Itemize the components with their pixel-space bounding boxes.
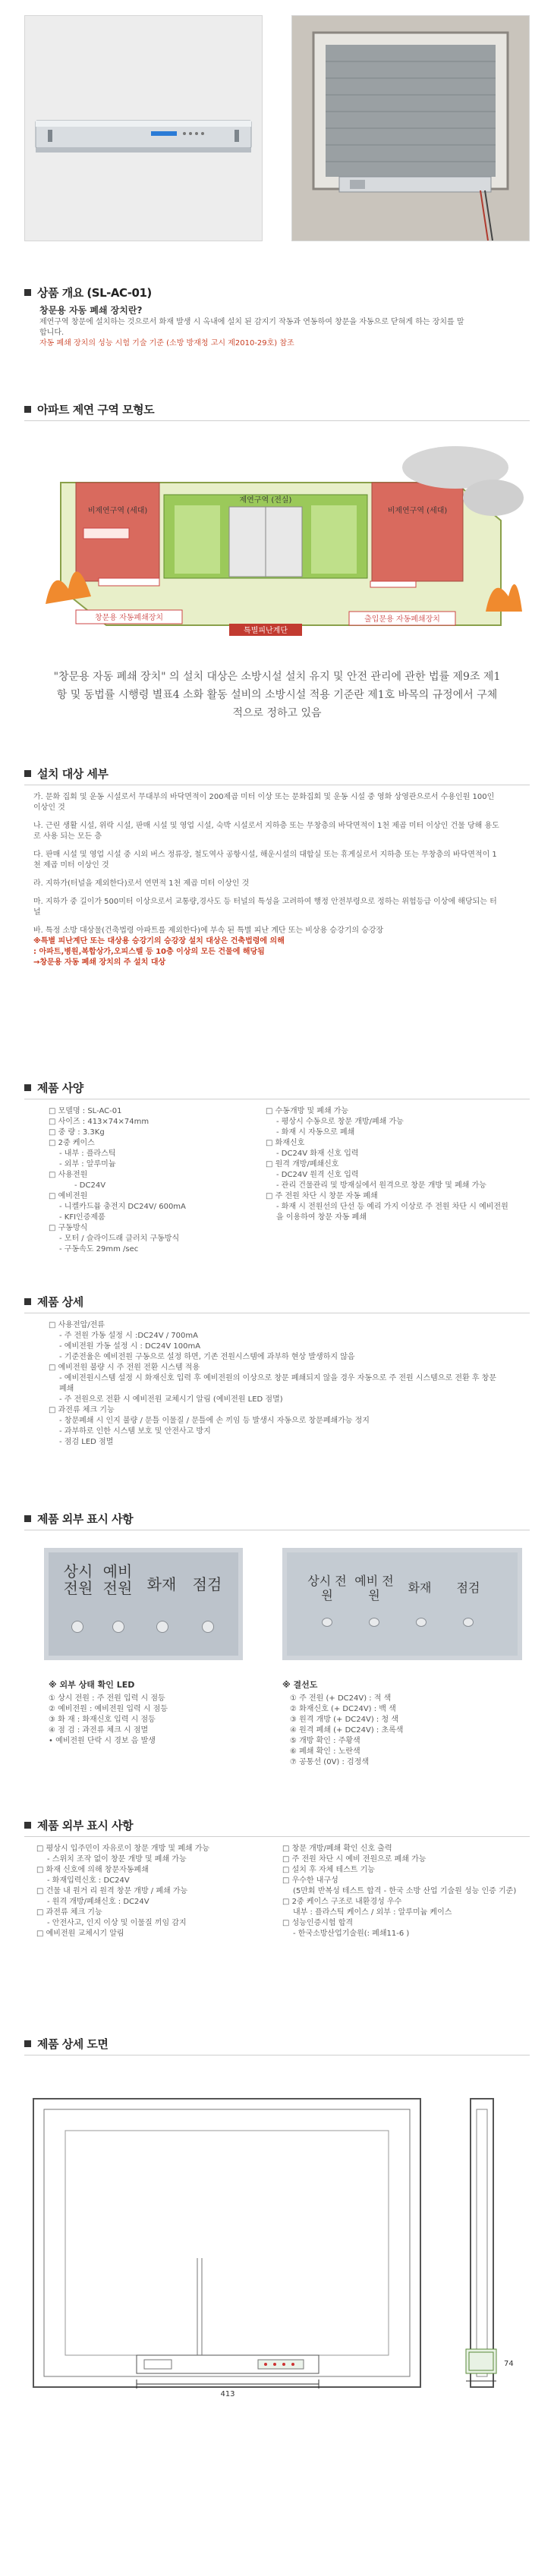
wire-line: ⑦ 공통선 (0V) : 검정색 xyxy=(290,1758,370,1766)
panel-label: 점검 xyxy=(192,1575,222,1593)
outer-line: - 안전사고, 인지 이상 및 이물질 끼임 감지 xyxy=(47,1919,187,1927)
outer-heading: 제품 외부 표시 사항 xyxy=(24,1818,133,1832)
specs-heading: 제품 사양 xyxy=(24,1080,83,1094)
spec-line: □ 사용전원 xyxy=(49,1171,88,1179)
overview-note: 자동 폐쇄 장치의 성능 시험 기술 기준 (소방 방재청 고시 제2010-29호) 참조 xyxy=(39,339,294,348)
led-indicator xyxy=(202,1621,214,1633)
specs-right xyxy=(266,1106,508,1223)
led-panel-angled xyxy=(282,1548,522,1660)
spec-line: - 모터 / 슬라이드래 클러치 구동방식 xyxy=(59,1235,180,1243)
detail-line: - 과부하로 인한 시스템 보호 및 안전사고 방지 xyxy=(59,1427,211,1436)
device-illustration xyxy=(25,16,262,241)
outer-right xyxy=(282,1844,533,1939)
outer-line: □ 평상시 입주민이 자유로이 창문 개방 및 폐쇄 가능 xyxy=(36,1845,210,1853)
smoke-zone-quote: "창문용 자동 폐쇄 장치" 의 설치 대상은 소방시설 설치 유지 및 안전 관리에 관한 법률 제9조 제1항 및 동법률 시행령 별표4 소화 활동 설비의 소방시설 적용 기준란 제1호 바목의 규정에서 구체적으로 정하고 있음 xyxy=(53,671,501,719)
led-line: ② 예비전원 : 예비전원 입력 시 점등 xyxy=(49,1705,168,1713)
outer-line: □ 우수한 내구성 xyxy=(282,1876,338,1885)
panel-label: 상시 전원 xyxy=(63,1562,93,1597)
outer-line: - 한국소방산업기술원(: 폐쇄11-6 ) xyxy=(293,1930,410,1938)
outer-line: □ 설치 후 자체 테스트 기능 xyxy=(282,1866,375,1874)
divider xyxy=(24,1836,530,1837)
wire-line: ② 화재신호 (+ DC24V) : 백 색 xyxy=(290,1705,396,1713)
spec-line: - 화재 시 전원선의 단선 등 예리 가지 이상로 주 전원 차단 시 예비전원을 이용하여 창문 자동 폐쇄 xyxy=(276,1203,508,1222)
spec-line: □ 모델명 : SL-AC-01 xyxy=(49,1107,122,1115)
bullet-square-icon xyxy=(24,406,31,413)
install-item: 라. 지하가(터널을 제외한다)로서 연면적 1천 제곱 미터 이상인 것 xyxy=(33,879,250,888)
led-list xyxy=(49,1694,261,1747)
led-indicator xyxy=(463,1618,474,1627)
dimension-depth: 74 xyxy=(504,2360,514,2368)
spec-line: - 외부 : 알루미늄 xyxy=(59,1160,116,1168)
overview-body: 제연구역 창문에 설치하는 것으로서 화재 발생 시 옥내에 설치 된 감지기 작동과 연동하여 창문을 자동으로 닫혀게 하는 장치를 말합니다. xyxy=(39,318,464,337)
label-stairs: 특별피난계단 xyxy=(244,627,288,635)
drawing-heading: 제품 상세 도면 xyxy=(24,2037,108,2050)
spec-line: □ 사이즈 : 413×74×74mm xyxy=(49,1118,150,1126)
detail-list xyxy=(49,1320,504,1448)
spec-line: □ 2중 케이스 xyxy=(49,1139,95,1147)
panel-label: 화재 xyxy=(408,1581,432,1595)
outer-line: □ 건물 내 원거 리 원격 창문 개방 / 폐쇄 가능 xyxy=(36,1887,188,1895)
wiring-list xyxy=(290,1694,502,1768)
outer-line: - 스위치 조작 없이 창문 개방 및 폐쇄 가능 xyxy=(47,1855,187,1864)
detail-line: □ 과전류 체크 기능 xyxy=(49,1406,115,1414)
wiring-caption: ※ 결선도 xyxy=(282,1680,318,1690)
detail-line: - 점검 LED 점멸 xyxy=(59,1438,114,1446)
detail-line: - 주 전원 가동 설정 시 :DC24V / 700mA xyxy=(59,1332,198,1340)
label-smoke-zone: 제연구역 (전실) xyxy=(239,496,292,505)
panel-label: 상시 전원 xyxy=(307,1574,347,1603)
outer-line: □ 2중 케이스 구조로 내환경성 우수 xyxy=(282,1898,402,1906)
spec-line: - DC24V 화재 신호 입력 xyxy=(276,1150,359,1158)
spec-line: - 화재 시 자동으로 폐쇄 xyxy=(276,1128,355,1137)
panel-label: 예비 전원 xyxy=(102,1562,133,1597)
spec-line: □ 예비전원 xyxy=(49,1192,88,1200)
spec-line: □ 원격 개방/폐쇄신호 xyxy=(266,1160,339,1168)
spec-line: - DC24V 원격 신호 입력 xyxy=(276,1171,359,1179)
label-door-device: 출입문용 자동폐쇄장치 xyxy=(364,615,440,624)
spec-line: - 구동속도 29mm /sec xyxy=(59,1245,139,1253)
outer-left xyxy=(36,1844,272,1939)
led-line: ④ 점 검 : 과전류 체크 시 점멸 xyxy=(49,1726,149,1735)
outer-line: □ 예비전원 교체시기 알림 xyxy=(36,1930,124,1938)
product-photo-installed xyxy=(291,15,530,241)
install-item: 나. 근린 생활 시설, 위락 시설, 판매 시설 및 영업 시설, 숙박 시설로서 지하층 또는 무창층의 바닥면적이 1천 제곱 미터 이상인 건물 당해 용도로 사용 되는 모든 층 xyxy=(33,822,499,841)
led-indicator xyxy=(322,1618,332,1627)
detail-line: - 주 전원으로 전환 시 예비전원 교체시기 알림 (예비전원 LED 점멸) xyxy=(59,1395,283,1404)
outer-line: 내부 : 플라스틱 케이스 / 외부 : 알루미늄 케이스 xyxy=(293,1908,452,1917)
detail-line: - 창문폐쇄 시 인지 불량 / 문틀 이물질 / 문틀에 손 끼임 등 발생시 자동으로 창문폐쇄가능 정지 xyxy=(59,1417,370,1425)
detail-line: - 예비전원 가동 설정 시 : DC24V 100mA xyxy=(59,1342,201,1351)
label-non-zone-left: 비제연구역 (세대) xyxy=(87,507,148,515)
window-installation-illustration xyxy=(292,16,529,241)
technical-drawing xyxy=(30,2068,524,2417)
spec-line: - 평상시 수동으로 창문 개방/폐쇄 가능 xyxy=(276,1118,404,1126)
bullet-square-icon xyxy=(24,770,31,777)
divider xyxy=(24,420,530,421)
overview-heading: 상품 개요 (SL-AC-01) xyxy=(24,285,152,299)
smoke-zone-heading: 아파트 제연 구역 모형도 xyxy=(24,402,154,416)
install-item: 다. 판매 시설 및 영업 시설 중 시외 버스 정류장, 철도역사 공항시설, 해운시설의 대합실 또는 휴게실로서 지하층 또는 무창층의 바닥면적이 1천 제곱 미터 이상인 것 xyxy=(33,851,497,870)
panel-label: 화재 xyxy=(146,1575,177,1593)
outer-line: - 원격 개방/폐쇄신호 : DC24V xyxy=(47,1898,150,1906)
bullet-square-icon xyxy=(24,1515,31,1522)
overview-subtitle: 창문용 자동 폐쇄 장치란? xyxy=(39,305,143,316)
spec-line: □ 구동방식 xyxy=(49,1224,88,1232)
spec-line: □ 수동개방 및 폐쇄 가능 xyxy=(266,1107,349,1115)
install-note: ※특별 피난계단 또는 대상용 승강기의 승강장 설치 대상은 건축법령에 의해 xyxy=(33,937,285,945)
install-item: 가. 문화 집회 및 운동 시설로서 무대부의 바닥면적이 200제곱 미터 이상 또는 문화집회 및 운동 시설 중 영화 상영관으로서 수용인원 100인 이상인 것 xyxy=(33,793,495,812)
bullet-square-icon xyxy=(24,1084,31,1091)
panel-label: 점검 xyxy=(456,1581,480,1595)
outer-line: □ 성능인증시험 합격 xyxy=(282,1919,354,1927)
dimension-width: 413 xyxy=(220,2390,235,2398)
spec-line: - 내부 : 플라스틱 xyxy=(59,1150,116,1158)
wire-line: ③ 원격 개방 (+ DC24V) : 청 색 xyxy=(290,1716,398,1724)
display-heading: 제품 외부 표시 사항 xyxy=(24,1511,133,1525)
detail-line: - 기준전율은 예비전원 구동으로 설정 하면, 기존 전원시스템에 과부하 현상 발생하지 않음 xyxy=(59,1353,355,1361)
wire-line: ④ 원격 폐쇄 (+ DC24V) : 초록색 xyxy=(290,1726,404,1735)
product-photo-device xyxy=(24,15,263,241)
spec-line: - 관리 건물관리 및 방재실에서 원격으로 창문 개방 및 폐쇄 가능 xyxy=(276,1181,486,1190)
bullet-square-icon xyxy=(24,1298,31,1305)
bullet-square-icon xyxy=(24,1822,31,1829)
install-item: 마. 지하가 중 길이가 500미터 이상으로서 교통량,경사도 등 터널의 특성을 고려하여 행정 안전부령으로 정하는 위험등급 이상에 해당되는 터널 xyxy=(33,898,497,917)
led-line: • 예비전원 단락 시 경보 음 발생 xyxy=(49,1737,156,1745)
label-window-device: 창문용 자동폐쇄장치 xyxy=(94,614,164,622)
detail-heading: 제품 상세 xyxy=(24,1294,83,1308)
led-caption: ※ 외부 상태 확인 LED xyxy=(49,1680,135,1690)
outer-line: □ 창문 개방/폐쇄 확인 신호 출력 xyxy=(282,1845,392,1853)
spec-line: □ 중 량 : 3.3Kg xyxy=(49,1128,105,1137)
led-indicator xyxy=(112,1621,124,1633)
outer-line: - 화재입력신호 : DC24V xyxy=(47,1876,130,1885)
spec-line: □ 화재신호 xyxy=(266,1139,305,1147)
spec-line: □ 주 전원 차단 시 창문 자동 폐쇄 xyxy=(266,1192,378,1200)
wire-line: ① 주 전원 (+ DC24V) : 적 색 xyxy=(290,1694,392,1703)
outer-line: □ 주 전원 차단 시 예비 전원으로 폐쇄 가능 xyxy=(282,1855,427,1864)
spec-line: - 니켈카드뮴 충전지 DC24V/ 600mA xyxy=(59,1203,186,1211)
label-non-zone-right: 비제연구역 (세대) xyxy=(387,507,448,515)
install-item: 바. 특정 소방 대상물(건축법령 아파트를 제외한다)에 부속 된 특별 피난 계단 또는 비상용 승강기의 승강장 xyxy=(33,926,384,935)
bullet-square-icon xyxy=(24,2040,31,2047)
led-indicator xyxy=(416,1618,427,1627)
install-heading: 설치 대상 세부 xyxy=(24,766,108,780)
apartment-diagram xyxy=(30,437,524,657)
outer-line: □ 과전류 체크 기능 xyxy=(36,1908,102,1917)
install-note: : 아파트,병원,복합상가,오피스텔 등 10층 이상의 모든 건물에 해당됨 xyxy=(33,948,265,956)
detail-line: - 예비전원시스템 설정 시 화재신호 입력 후 예비전원의 이상으로 창문 폐쇄되지 않을 경우 자동으로 주 전원 시스템으로 전환 후 창문 폐쇄 xyxy=(59,1374,496,1393)
led-indicator xyxy=(156,1621,168,1633)
detail-line: □ 사용전압/전류 xyxy=(49,1321,105,1329)
spec-line: - DC24V xyxy=(74,1181,106,1190)
led-indicator xyxy=(369,1618,379,1627)
detail-line: □ 예비전원 불량 시 주 전원 전환 시스템 적용 xyxy=(49,1363,200,1372)
led-line: ③ 화 재 : 화재신호 입력 시 점등 xyxy=(49,1716,156,1724)
wire-line: ⑤ 개방 확인 : 주황색 xyxy=(290,1737,360,1745)
led-line: ① 상시 전원 : 주 전원 입력 시 점등 xyxy=(49,1694,165,1703)
outer-line: □ 화재 신호에 의해 창문자동폐쇄 xyxy=(36,1866,149,1874)
install-note: →창문용 자동 폐쇄 장치의 주 설치 대상 xyxy=(33,958,166,967)
install-list xyxy=(33,792,504,968)
bullet-square-icon xyxy=(24,289,31,296)
led-panel-front xyxy=(44,1548,243,1660)
led-indicator xyxy=(71,1621,83,1633)
specs-left xyxy=(49,1106,276,1255)
panel-label: 예비 전원 xyxy=(354,1574,394,1603)
outer-line: (5만회 반복성 테스트 합격 - 한국 소방 산업 기술원 성능 인증 기준) xyxy=(293,1887,517,1895)
wire-line: ⑥ 폐쇄 확인 : 노란색 xyxy=(290,1747,360,1756)
spec-line: - KFI인증제품 xyxy=(59,1213,105,1222)
